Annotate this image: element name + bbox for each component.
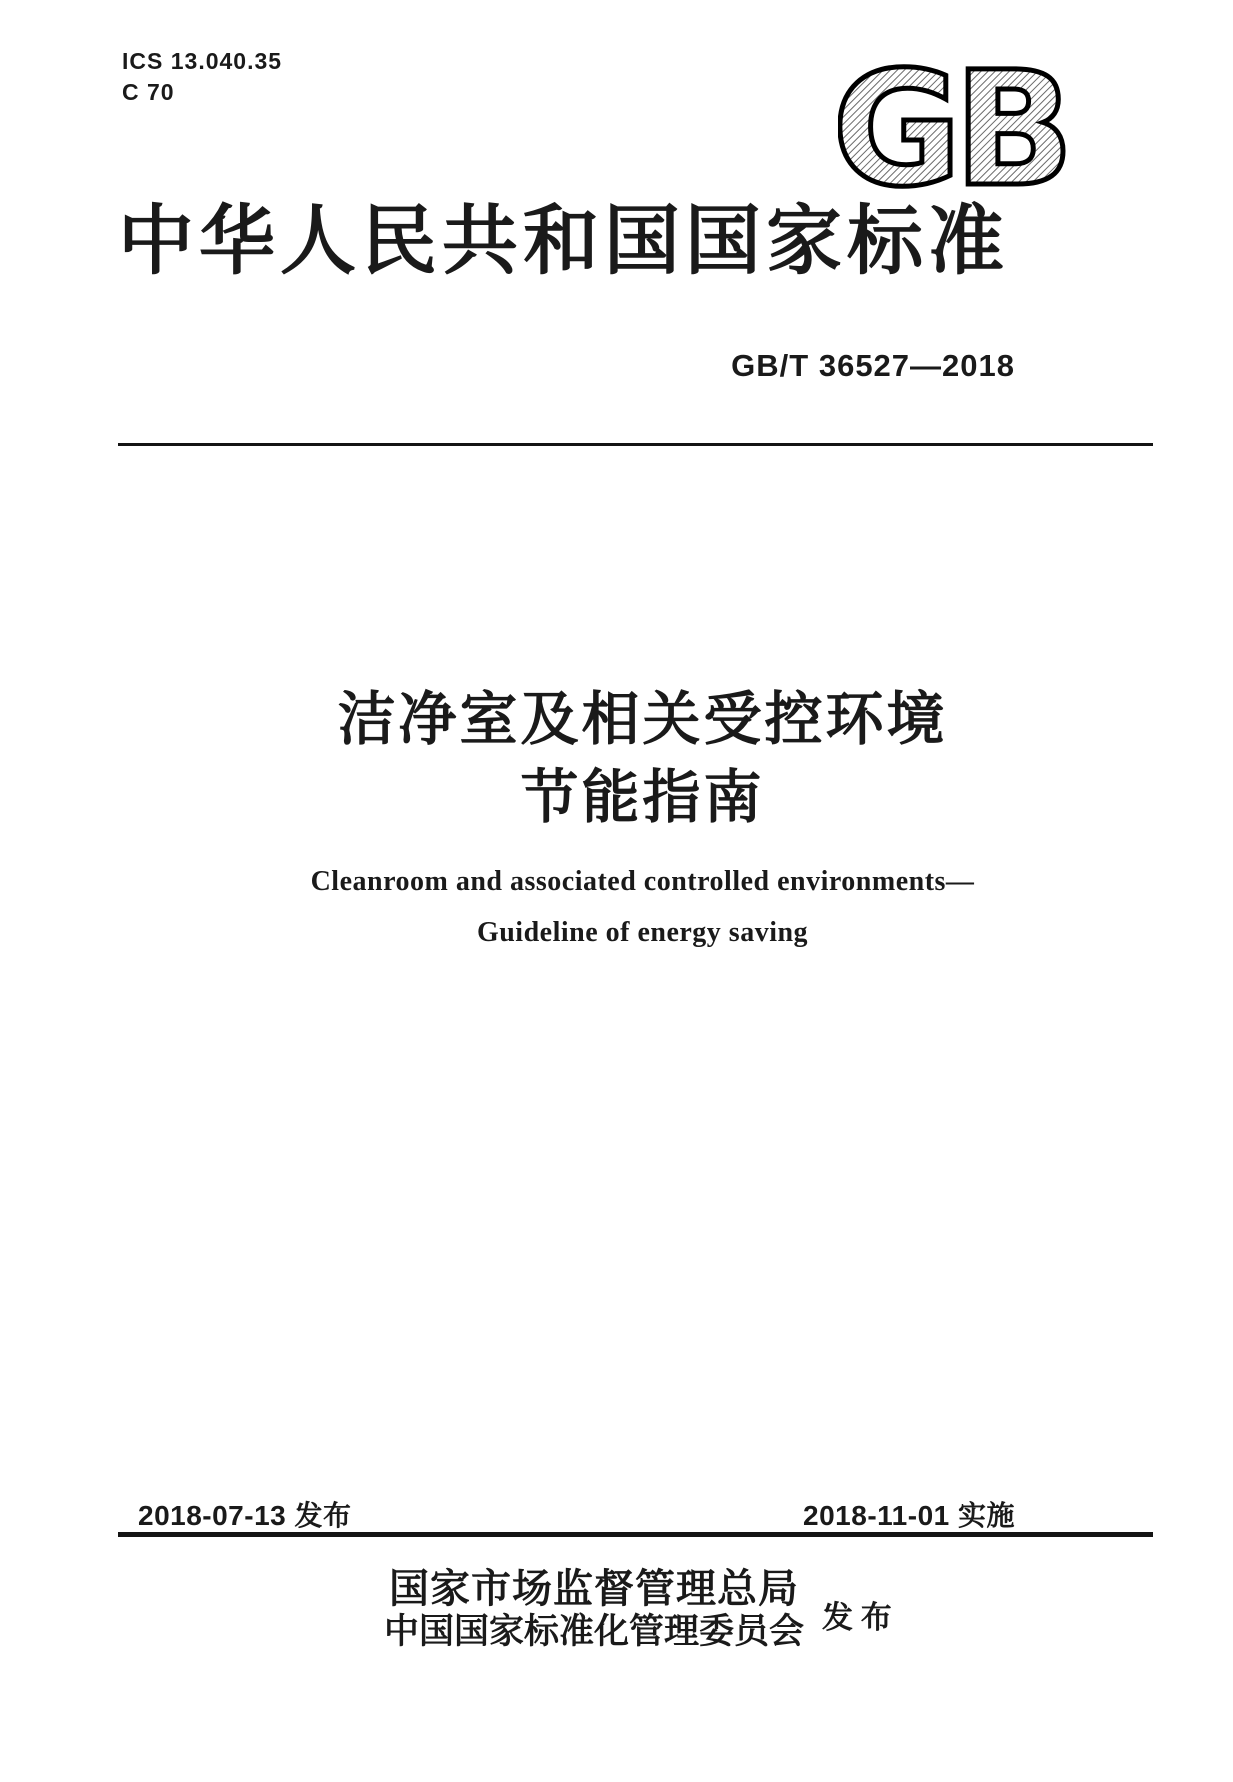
title-english-line2: Guideline of energy saving [476,917,809,948]
divider-top [118,443,1153,446]
publisher-line1: 国家市场监督管理总局 [389,1566,799,1611]
publish-label: 发 布 [822,1600,892,1635]
gb-logo-icon [838,58,1096,192]
implement-date: 2018-11-01 实施 [803,1500,1015,1531]
title-english-line1: Cleanroom and associated controlled environments— [310,866,975,897]
title-chinese-line1: 洁净室及相关受控环境 [337,687,948,752]
category-code: C 70 [122,79,175,105]
page-title: 中华人民共和国国家标准 [118,200,1009,284]
ics-classification [122,46,282,108]
divider-bottom [118,1532,1153,1537]
publisher-line2: 中国国家标准化管理委员会 [384,1612,805,1651]
issue-date: 2018-07-13 发布 [138,1500,352,1531]
ics-code: ICS 13.040.35 [122,48,283,74]
title-chinese-line2: 节能指南 [520,765,765,830]
publisher-block [384,1566,804,1652]
gb-logo-text: GB [838,58,1067,192]
gb-logo [838,58,1096,192]
standard-number: GB/T 36527—2018 [731,348,1015,383]
